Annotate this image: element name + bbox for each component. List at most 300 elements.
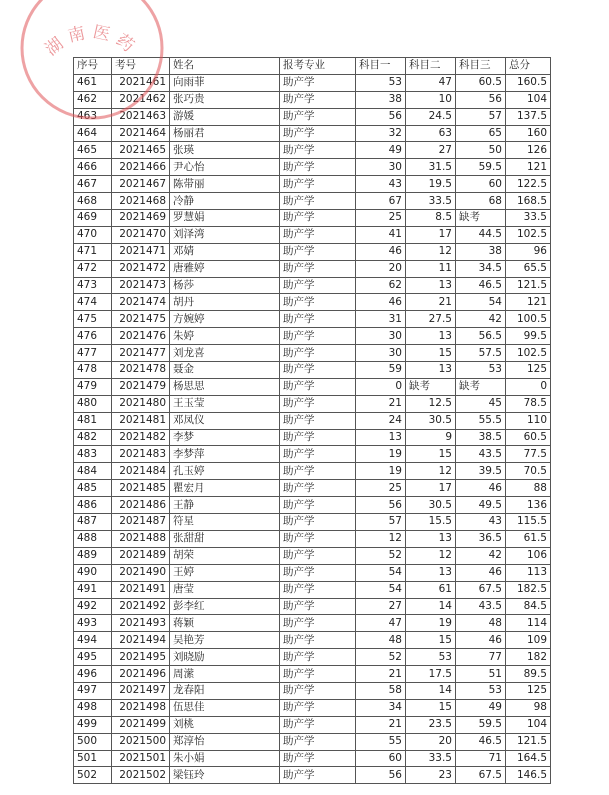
cell-total: 33.5 <box>506 210 551 227</box>
cell-subject-2: 17 <box>406 480 456 497</box>
cell-subject-2: 33.5 <box>406 193 456 210</box>
cell-exam-id: 2021465 <box>112 142 170 159</box>
cell-name: 唐雅婷 <box>170 260 280 277</box>
cell-subject-2: 23 <box>406 767 456 784</box>
cell-name: 张瑛 <box>170 142 280 159</box>
cell-name: 朱婷 <box>170 328 280 345</box>
cell-seq: 478 <box>74 362 112 379</box>
cell-total: 78.5 <box>506 395 551 412</box>
cell-exam-id: 2021484 <box>112 463 170 480</box>
cell-subject-1: 54 <box>356 581 406 598</box>
cell-major: 助产学 <box>280 733 356 750</box>
cell-exam-id: 2021464 <box>112 125 170 142</box>
cell-major: 助产学 <box>280 243 356 260</box>
cell-subject-3: 43 <box>456 514 506 531</box>
cell-subject-3: 46.5 <box>456 277 506 294</box>
cell-major: 助产学 <box>280 716 356 733</box>
cell-total: 0 <box>506 378 551 395</box>
cell-subject-2: 19.5 <box>406 176 456 193</box>
cell-seq: 468 <box>74 193 112 210</box>
cell-name: 彭李红 <box>170 598 280 615</box>
cell-major: 助产学 <box>280 547 356 564</box>
cell-name: 刘龙喜 <box>170 345 280 362</box>
cell-exam-id: 2021472 <box>112 260 170 277</box>
table-row <box>74 125 551 142</box>
cell-exam-id: 2021478 <box>112 362 170 379</box>
cell-seq: 463 <box>74 108 112 125</box>
cell-subject-2: 14 <box>406 598 456 615</box>
cell-total: 121.5 <box>506 733 551 750</box>
table-row <box>74 649 551 666</box>
cell-total: 122.5 <box>506 176 551 193</box>
cell-exam-id: 2021467 <box>112 176 170 193</box>
cell-subject-1: 48 <box>356 632 406 649</box>
cell-major: 助产学 <box>280 125 356 142</box>
cell-major: 助产学 <box>280 311 356 328</box>
cell-subject-3: 48 <box>456 615 506 632</box>
cell-subject-2: 23.5 <box>406 716 456 733</box>
cell-major: 助产学 <box>280 666 356 683</box>
cell-name: 瞿宏月 <box>170 480 280 497</box>
cell-total: 126 <box>506 142 551 159</box>
table-row <box>74 581 551 598</box>
cell-name: 冷静 <box>170 193 280 210</box>
cell-seq: 476 <box>74 328 112 345</box>
cell-major: 助产学 <box>280 699 356 716</box>
cell-name: 张巧贵 <box>170 91 280 108</box>
table-row <box>74 682 551 699</box>
cell-subject-3: 54 <box>456 294 506 311</box>
table-row <box>74 311 551 328</box>
cell-exam-id: 2021488 <box>112 530 170 547</box>
cell-subject-2: 15 <box>406 446 456 463</box>
cell-subject-1: 52 <box>356 649 406 666</box>
cell-subject-3: 44.5 <box>456 226 506 243</box>
cell-seq: 474 <box>74 294 112 311</box>
cell-exam-id: 2021461 <box>112 74 170 91</box>
cell-major: 助产学 <box>280 193 356 210</box>
table-row <box>74 226 551 243</box>
cell-seq: 491 <box>74 581 112 598</box>
cell-name: 邓凤仪 <box>170 412 280 429</box>
cell-name: 符星 <box>170 514 280 531</box>
cell-total: 96 <box>506 243 551 260</box>
cell-subject-3: 59.5 <box>456 716 506 733</box>
cell-subject-2: 17.5 <box>406 666 456 683</box>
cell-seq: 475 <box>74 311 112 328</box>
cell-subject-1: 19 <box>356 446 406 463</box>
cell-subject-1: 30 <box>356 159 406 176</box>
cell-exam-id: 2021492 <box>112 598 170 615</box>
cell-subject-2: 30.5 <box>406 497 456 514</box>
cell-major: 助产学 <box>280 615 356 632</box>
cell-total: 137.5 <box>506 108 551 125</box>
cell-major: 助产学 <box>280 514 356 531</box>
cell-total: 88 <box>506 480 551 497</box>
cell-subject-3: 38.5 <box>456 429 506 446</box>
cell-subject-3: 67.5 <box>456 581 506 598</box>
header-major: 报考专业 <box>280 58 356 75</box>
cell-name: 张甜甜 <box>170 530 280 547</box>
cell-subject-1: 52 <box>356 547 406 564</box>
cell-subject-3: 60.5 <box>456 74 506 91</box>
cell-subject-3: 45 <box>456 395 506 412</box>
table-row <box>74 750 551 767</box>
table-row <box>74 446 551 463</box>
cell-seq: 498 <box>74 699 112 716</box>
cell-subject-1: 46 <box>356 294 406 311</box>
cell-subject-2: 17 <box>406 226 456 243</box>
cell-name: 李梦萍 <box>170 446 280 463</box>
cell-subject-2: 15 <box>406 345 456 362</box>
cell-subject-2: 12 <box>406 463 456 480</box>
cell-seq: 495 <box>74 649 112 666</box>
cell-subject-3: 59.5 <box>456 159 506 176</box>
cell-subject-1: 32 <box>356 125 406 142</box>
cell-major: 助产学 <box>280 564 356 581</box>
cell-subject-3: 42 <box>456 547 506 564</box>
cell-exam-id: 2021463 <box>112 108 170 125</box>
cell-major: 助产学 <box>280 581 356 598</box>
cell-name: 王玉莹 <box>170 395 280 412</box>
cell-seq: 496 <box>74 666 112 683</box>
cell-subject-1: 20 <box>356 260 406 277</box>
table-row <box>74 243 551 260</box>
cell-seq: 493 <box>74 615 112 632</box>
cell-exam-id: 2021482 <box>112 429 170 446</box>
header-row <box>74 58 551 75</box>
table-row <box>74 210 551 227</box>
cell-seq: 469 <box>74 210 112 227</box>
cell-exam-id: 2021477 <box>112 345 170 362</box>
cell-exam-id: 2021493 <box>112 615 170 632</box>
cell-total: 110 <box>506 412 551 429</box>
cell-total: 106 <box>506 547 551 564</box>
cell-seq: 471 <box>74 243 112 260</box>
cell-major: 助产学 <box>280 530 356 547</box>
cell-name: 朱小娟 <box>170 750 280 767</box>
cell-total: 115.5 <box>506 514 551 531</box>
cell-total: 98 <box>506 699 551 716</box>
cell-subject-2: 15.5 <box>406 514 456 531</box>
cell-subject-2: 9 <box>406 429 456 446</box>
cell-seq: 502 <box>74 767 112 784</box>
cell-major: 助产学 <box>280 412 356 429</box>
cell-name: 聂金 <box>170 362 280 379</box>
cell-subject-2: 20 <box>406 733 456 750</box>
cell-subject-3: 34.5 <box>456 260 506 277</box>
cell-subject-1: 41 <box>356 226 406 243</box>
cell-subject-1: 47 <box>356 615 406 632</box>
cell-subject-2: 10 <box>406 91 456 108</box>
cell-seq: 501 <box>74 750 112 767</box>
cell-subject-1: 30 <box>356 328 406 345</box>
cell-subject-1: 25 <box>356 480 406 497</box>
cell-name: 唐莹 <box>170 581 280 598</box>
cell-major: 助产学 <box>280 395 356 412</box>
cell-exam-id: 2021486 <box>112 497 170 514</box>
cell-subject-1: 58 <box>356 682 406 699</box>
cell-subject-3: 53 <box>456 362 506 379</box>
cell-total: 182.5 <box>506 581 551 598</box>
cell-seq: 472 <box>74 260 112 277</box>
cell-major: 助产学 <box>280 74 356 91</box>
cell-subject-1: 46 <box>356 243 406 260</box>
cell-exam-id: 2021498 <box>112 699 170 716</box>
cell-name: 伍思佳 <box>170 699 280 716</box>
cell-exam-id: 2021485 <box>112 480 170 497</box>
cell-subject-2: 13 <box>406 530 456 547</box>
cell-total: 146.5 <box>506 767 551 784</box>
cell-exam-id: 2021470 <box>112 226 170 243</box>
cell-seq: 500 <box>74 733 112 750</box>
cell-subject-1: 21 <box>356 395 406 412</box>
cell-subject-2: 19 <box>406 615 456 632</box>
cell-name: 陈带丽 <box>170 176 280 193</box>
cell-exam-id: 2021481 <box>112 412 170 429</box>
cell-name: 杨思思 <box>170 378 280 395</box>
cell-seq: 464 <box>74 125 112 142</box>
cell-name: 郑淳怡 <box>170 733 280 750</box>
cell-subject-1: 21 <box>356 666 406 683</box>
cell-subject-3: 57 <box>456 108 506 125</box>
cell-name: 龙春阳 <box>170 682 280 699</box>
cell-name: 杨莎 <box>170 277 280 294</box>
table-row <box>74 530 551 547</box>
cell-exam-id: 2021466 <box>112 159 170 176</box>
cell-subject-3: 46.5 <box>456 733 506 750</box>
cell-subject-2: 8.5 <box>406 210 456 227</box>
cell-exam-id: 2021473 <box>112 277 170 294</box>
cell-exam-id: 2021469 <box>112 210 170 227</box>
cell-major: 助产学 <box>280 750 356 767</box>
header-total: 总分 <box>506 58 551 75</box>
header-seq: 序号 <box>74 58 112 75</box>
cell-name: 罗慧娟 <box>170 210 280 227</box>
cell-name: 刘泽湾 <box>170 226 280 243</box>
cell-subject-2: 30.5 <box>406 412 456 429</box>
cell-total: 65.5 <box>506 260 551 277</box>
cell-subject-1: 24 <box>356 412 406 429</box>
cell-subject-1: 43 <box>356 176 406 193</box>
cell-exam-id: 2021497 <box>112 682 170 699</box>
table-row <box>74 412 551 429</box>
table-row <box>74 378 551 395</box>
cell-subject-3: 36.5 <box>456 530 506 547</box>
cell-exam-id: 2021502 <box>112 767 170 784</box>
cell-subject-2: 缺考 <box>406 378 456 395</box>
cell-major: 助产学 <box>280 345 356 362</box>
cell-subject-2: 61 <box>406 581 456 598</box>
cell-subject-1: 67 <box>356 193 406 210</box>
table-row <box>74 108 551 125</box>
cell-subject-2: 21 <box>406 294 456 311</box>
cell-exam-id: 2021495 <box>112 649 170 666</box>
cell-name: 尹心怡 <box>170 159 280 176</box>
table-row <box>74 142 551 159</box>
cell-total: 104 <box>506 716 551 733</box>
cell-subject-2: 13 <box>406 362 456 379</box>
cell-seq: 487 <box>74 514 112 531</box>
header-subject-3: 科目三 <box>456 58 506 75</box>
cell-name: 周潆 <box>170 666 280 683</box>
cell-subject-2: 13 <box>406 564 456 581</box>
cell-subject-3: 51 <box>456 666 506 683</box>
cell-exam-id: 2021480 <box>112 395 170 412</box>
cell-subject-2: 12.5 <box>406 395 456 412</box>
cell-subject-3: 71 <box>456 750 506 767</box>
cell-subject-2: 13 <box>406 277 456 294</box>
cell-name: 刘桃 <box>170 716 280 733</box>
cell-subject-1: 54 <box>356 564 406 581</box>
cell-subject-3: 55.5 <box>456 412 506 429</box>
cell-major: 助产学 <box>280 210 356 227</box>
cell-subject-1: 56 <box>356 108 406 125</box>
cell-total: 125 <box>506 682 551 699</box>
cell-seq: 465 <box>74 142 112 159</box>
cell-total: 125 <box>506 362 551 379</box>
cell-exam-id: 2021496 <box>112 666 170 683</box>
cell-subject-3: 38 <box>456 243 506 260</box>
table-row <box>74 615 551 632</box>
cell-subject-1: 31 <box>356 311 406 328</box>
cell-subject-1: 56 <box>356 497 406 514</box>
cell-name: 吴艳芳 <box>170 632 280 649</box>
cell-subject-1: 12 <box>356 530 406 547</box>
cell-exam-id: 2021489 <box>112 547 170 564</box>
cell-subject-3: 60 <box>456 176 506 193</box>
cell-total: 114 <box>506 615 551 632</box>
cell-total: 168.5 <box>506 193 551 210</box>
cell-total: 102.5 <box>506 226 551 243</box>
cell-exam-id: 2021500 <box>112 733 170 750</box>
cell-subject-3: 46 <box>456 480 506 497</box>
cell-total: 60.5 <box>506 429 551 446</box>
cell-major: 助产学 <box>280 226 356 243</box>
cell-subject-1: 53 <box>356 74 406 91</box>
table-row <box>74 277 551 294</box>
cell-seq: 490 <box>74 564 112 581</box>
cell-subject-1: 62 <box>356 277 406 294</box>
table-row <box>74 514 551 531</box>
table-row <box>74 176 551 193</box>
cell-seq: 488 <box>74 530 112 547</box>
cell-major: 助产学 <box>280 497 356 514</box>
table-row <box>74 480 551 497</box>
cell-subject-3: 67.5 <box>456 767 506 784</box>
table-row <box>74 74 551 91</box>
cell-exam-id: 2021499 <box>112 716 170 733</box>
cell-subject-1: 59 <box>356 362 406 379</box>
cell-total: 136 <box>506 497 551 514</box>
cell-subject-3: 50 <box>456 142 506 159</box>
cell-exam-id: 2021501 <box>112 750 170 767</box>
cell-subject-3: 68 <box>456 193 506 210</box>
cell-total: 89.5 <box>506 666 551 683</box>
cell-seq: 499 <box>74 716 112 733</box>
table-row <box>74 328 551 345</box>
cell-total: 102.5 <box>506 345 551 362</box>
cell-exam-id: 2021462 <box>112 91 170 108</box>
cell-seq: 461 <box>74 74 112 91</box>
cell-seq: 481 <box>74 412 112 429</box>
cell-seq: 489 <box>74 547 112 564</box>
table-row <box>74 463 551 480</box>
cell-name: 王静 <box>170 497 280 514</box>
table-row <box>74 733 551 750</box>
cell-name: 向雨菲 <box>170 74 280 91</box>
cell-subject-2: 47 <box>406 74 456 91</box>
cell-name: 方婉婷 <box>170 311 280 328</box>
cell-seq: 466 <box>74 159 112 176</box>
cell-subject-1: 38 <box>356 91 406 108</box>
cell-name: 王婷 <box>170 564 280 581</box>
cell-major: 助产学 <box>280 598 356 615</box>
cell-major: 助产学 <box>280 294 356 311</box>
cell-subject-3: 53 <box>456 682 506 699</box>
cell-subject-2: 12 <box>406 547 456 564</box>
cell-total: 109 <box>506 632 551 649</box>
cell-major: 助产学 <box>280 682 356 699</box>
table-row <box>74 598 551 615</box>
cell-subject-3: 39.5 <box>456 463 506 480</box>
table-row <box>74 666 551 683</box>
cell-exam-id: 2021475 <box>112 311 170 328</box>
table-row <box>74 564 551 581</box>
cell-major: 助产学 <box>280 463 356 480</box>
cell-major: 助产学 <box>280 176 356 193</box>
cell-subject-3: 42 <box>456 311 506 328</box>
cell-major: 助产学 <box>280 429 356 446</box>
cell-total: 160 <box>506 125 551 142</box>
cell-subject-3: 43.5 <box>456 446 506 463</box>
cell-subject-3: 46 <box>456 632 506 649</box>
cell-name: 游媛 <box>170 108 280 125</box>
cell-total: 99.5 <box>506 328 551 345</box>
cell-subject-2: 53 <box>406 649 456 666</box>
cell-total: 121 <box>506 294 551 311</box>
table-row <box>74 632 551 649</box>
cell-subject-2: 14 <box>406 682 456 699</box>
cell-name: 孔玉婷 <box>170 463 280 480</box>
cell-name: 刘晓励 <box>170 649 280 666</box>
cell-subject-1: 19 <box>356 463 406 480</box>
table-row <box>74 699 551 716</box>
cell-exam-id: 2021483 <box>112 446 170 463</box>
cell-subject-2: 63 <box>406 125 456 142</box>
score-table <box>73 57 551 784</box>
cell-subject-3: 57.5 <box>456 345 506 362</box>
cell-name: 蒋颖 <box>170 615 280 632</box>
cell-subject-3: 43.5 <box>456 598 506 615</box>
cell-seq: 477 <box>74 345 112 362</box>
cell-major: 助产学 <box>280 632 356 649</box>
cell-subject-1: 57 <box>356 514 406 531</box>
cell-subject-1: 0 <box>356 378 406 395</box>
table-row <box>74 547 551 564</box>
cell-seq: 484 <box>74 463 112 480</box>
cell-subject-3: 缺考 <box>456 378 506 395</box>
cell-exam-id: 2021494 <box>112 632 170 649</box>
cell-subject-1: 25 <box>356 210 406 227</box>
cell-subject-1: 56 <box>356 767 406 784</box>
cell-major: 助产学 <box>280 480 356 497</box>
cell-subject-1: 49 <box>356 142 406 159</box>
cell-name: 李梦 <box>170 429 280 446</box>
svg-text:湖南医药 <box>42 22 143 60</box>
table-row <box>74 395 551 412</box>
cell-total: 164.5 <box>506 750 551 767</box>
